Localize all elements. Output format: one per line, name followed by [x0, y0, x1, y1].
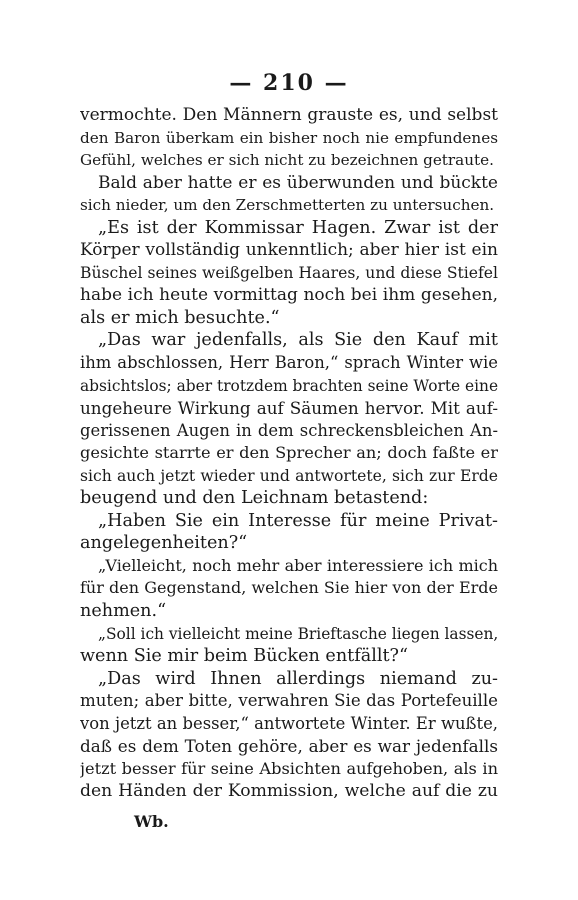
text-line: „Es ist der Kommissar Hagen. Zwar ist der [98, 217, 498, 238]
text-line: den Händen der Kommission, welche auf die zu [80, 781, 498, 802]
text-line: habe ich heute vormittag noch bei ihm gesehen, [80, 285, 498, 306]
text-line: ungeheure Wirkung auf Säumen hervor. Mit auf- [80, 398, 498, 419]
text-line: sich nieder, um den Zerschmetterten zu untersuchen. [80, 196, 495, 215]
text-line: „Das wird Ihnen allerdings niemand zu- [98, 668, 498, 689]
text-line: sich auch jetzt wieder und antwortete, sich zur Erde [80, 466, 498, 485]
body-text [80, 104, 498, 803]
text-line: von jetzt an besser,“ antwortete Winter. Er wußte, [80, 713, 498, 733]
text-line: als er mich besuchte.“ [80, 307, 280, 328]
text-line: nehmen.“ [80, 601, 167, 622]
text-line: für den Gegenstand, welchen Sie hier von der Erde [80, 578, 498, 598]
text-line: beugend und den Leichnam betastend: [80, 488, 429, 509]
text-line: daß es dem Toten gehöre, aber es war jedenfalls [80, 736, 498, 757]
text-line: gerissenen Augen in dem schreckensbleichen An- [80, 420, 498, 440]
text-line: „Das war jedenfalls, als Sie den Kauf mit [98, 330, 498, 351]
text-line: wenn Sie mir beim Bücken entfällt?“ [80, 646, 408, 667]
text-line: absichtslos; aber trotzdem brachten seine Worte eine [80, 376, 498, 395]
text-line: gesichte starrte er den Sprecher an; doch faßte er [80, 443, 498, 463]
text-line: muten; aber bitte, verwahren Sie das Portefeuille [80, 691, 498, 711]
text-line: ihm abschlossen, Herr Baron,“ sprach Winter wie [80, 353, 498, 373]
text-line: Bald aber hatte er es überwunden und bückte [98, 172, 498, 193]
text-line: „Soll ich vielleicht meine Brieftasche liegen lassen, [98, 624, 498, 643]
text-line: den Baron überkam ein bisher noch nie empfundenes [80, 128, 498, 147]
text-line: vermochte. Den Männern grauste es, und selbst [80, 105, 498, 125]
text-line: Körper vollständig unkenntlich; aber hier ist ein [80, 240, 498, 261]
text-line: „Haben Sie ein Interesse für meine Privat- [98, 510, 498, 531]
signature-mark: Wb. [134, 812, 169, 831]
text-line: Büschel seines weißgelben Haares, und diese Stiefel [80, 263, 498, 282]
text-line: „Vielleicht, noch mehr aber interessiere ich mich [98, 555, 498, 575]
text-line: angelegenheiten?“ [80, 533, 248, 554]
text-line: Gefühl, welches er sich nicht zu bezeichnen getraute. [80, 151, 494, 170]
page-number: — 210 — [229, 70, 349, 96]
text-line: jetzt besser für seine Absichten aufgehoben, als in [80, 758, 498, 778]
